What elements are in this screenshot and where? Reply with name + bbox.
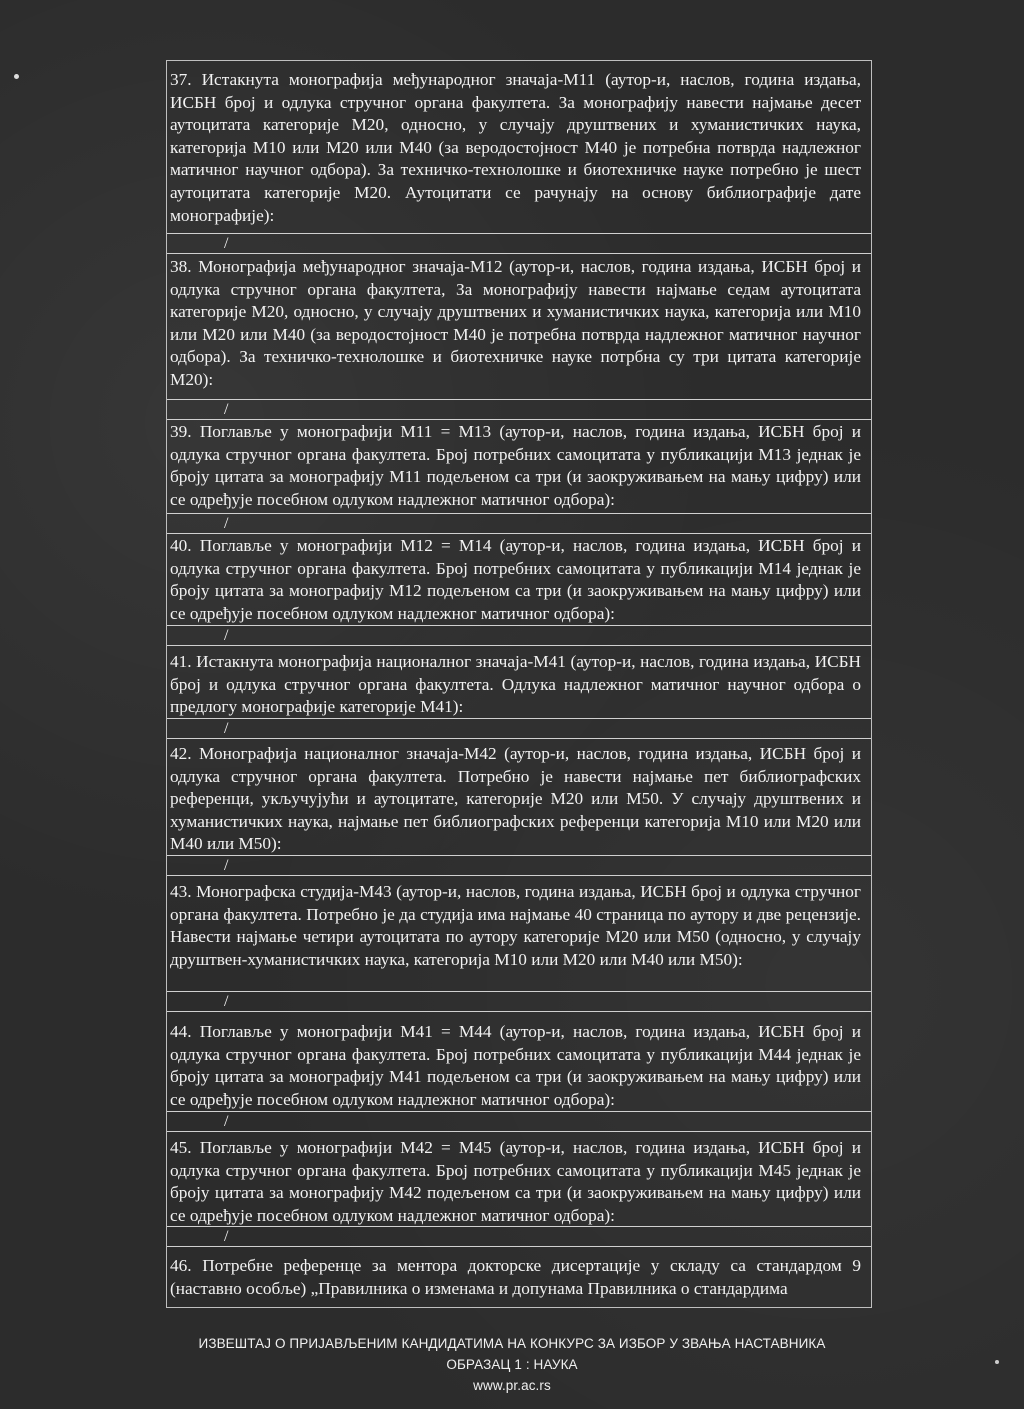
item-39-text-block [167,421,871,511]
answer-row-37[interactable] [167,233,871,254]
item-42-text-block [167,743,871,856]
answer-value: / [224,515,229,532]
item-description: Монографија међународног значаја-М12 (аутор-и, наслов, година издања, ИСБН број и одлука стручног органа факултета, За монографију навести најмање седам аутоцитата категорије М20, односно, у случају друштвених и хуманистичких наука, категорија или М10 или М20 или М40 (за веродостојност М40 је потребна потврда надлежног матичног научног одбора). За техничко-технолошке и биотехничке науке потрбна су три цитата категорије М20): [170,257,862,389]
item-number: 40. [170,536,192,555]
item-44-text-block [167,1021,871,1111]
scan-bullet-mark [14,74,19,79]
answer-value: / [224,993,229,1010]
footer-website: www.pr.ac.rs [473,1378,551,1393]
answer-value: / [224,720,229,737]
item-number: 39. [170,422,192,441]
answer-row-41[interactable] [167,718,871,739]
form-item-46 [167,1255,871,1307]
answer-value: / [224,627,229,644]
form-item-43 [167,881,871,1001]
item-number: 46. [170,1256,192,1275]
item-description: Монографска студија-М43 (аутор-и, наслов, година издања, ИСБН број и одлука стручног органа факултета. Потребно је да студија има најмање 40 страница по аутору и две рецензије. Навести најмање четири аутоцитата по аутору категорије М20 или М50 (односно, у случају друштвен-хуманистичких наука, категорија М10 или М20 или М40 или М50): [170,882,861,969]
footer-form-label: ОБРАЗАЦ 1 : НАУКА [446,1357,578,1372]
item-description: Поглавље у монографији М42 = М45 (аутор-и, наслов, година издања, ИСБН број и одлука стручног органа факултета. Број потребних самоцитата у публикацији М45 једнак је броју цитата за монографију М42 подељеном са три (и заокруживањем на мању цифру) или се одређује посебном одлуком надлежног матичног одбора): [170,1138,862,1225]
answer-value: / [224,1113,229,1130]
form-item-45 [167,1137,871,1237]
item-40-text-block [167,535,871,625]
answer-value: / [224,235,229,252]
answer-row-42[interactable] [167,855,871,876]
item-description: Поглавље у монографији М41 = М44 (аутор-и, наслов, година издања, ИСБН број и одлука стручног органа факултета. Број потребних самоцитата у публикацији М44 једнак је броју цитата за монографију М41 подељеном са три (и заокруживањем на мању цифру) или се одређује посебном одлуком надлежног матичног одбора): [170,1022,862,1109]
form-item-37 [167,69,871,251]
answer-row-39[interactable] [167,513,871,534]
answer-row-43[interactable] [167,991,871,1012]
answer-value: / [224,401,229,418]
item-38-text-block [167,256,871,392]
item-description: Поглавље у монографији М11 = М13 (аутор-и, наслов, година издања, ИСБН број и одлука стручног органа факултета. Број потребних самоцитата у публикацији М13 једнак је броју цитата за монографију М11 подељеном са три (и заокруживањем на мању цифру) или се одређује посебном одлуком надлежног матичног одбора): [170,422,861,509]
item-37-text-block [167,69,871,227]
item-description: Поглавље у монографији М12 = М14 (аутор-и, наслов, година издања, ИСБН број и одлука стручног органа факултета. Број потребних самоцитата у публикацији М14 једнак је броју цитата за монографију М12 подељеном са три (и заокруживањем на мању цифру) или се одређује посебном одлуком надлежног матичног одбора): [170,536,862,623]
form-item-44 [167,1021,871,1121]
item-description: Потребне референце за ментора докторске дисертације у складу са стандардом 9 (наставно особље) „Правилника о изменама и допунама Правилника о стандардима [170,1256,862,1298]
item-46-text-block [167,1255,871,1300]
item-number: 38. [170,257,192,276]
item-number: 42. [170,744,192,763]
report-form-table [166,60,872,1308]
answer-row-45[interactable] [167,1226,871,1247]
answer-value: / [224,1228,229,1245]
item-number: 45. [170,1138,192,1157]
item-number: 44. [170,1022,192,1041]
item-41-text-block [167,651,871,719]
form-item-39 [167,421,871,521]
form-item-38 [167,256,871,416]
item-number: 37. [170,70,192,89]
answer-value: / [224,857,229,874]
item-description: Монографија националног значаја-М42 (аутор-и, наслов, година издања, ИСБН број и одлука стручног органа факултета. Потребно је навести најмање пет библиографских референци, укључујући и аутоцитате, категорије М20 или М50. У случају друштвених и хуманистичких наука, најмање пет библиографских референци категорија М10 или М20 или М40 или М50): [170,744,861,854]
answer-row-38[interactable] [167,399,871,420]
item-number: 41. [170,652,192,671]
item-number: 43. [170,882,192,901]
item-description: Истакнута монографија националног значаја-М41 (аутор-и, наслов, година издања, ИСБН број и одлука стручног органа факултета. Одлука надлежног матичног научног одбора о предлогу монографије категорије М41): [170,652,861,717]
item-45-text-block [167,1137,871,1227]
footer-report-title: ИЗВЕШТАЈ О ПРИЈАВЉЕНИМ КАНДИДАТИМА НА КОНКУРС ЗА ИЗБОР У ЗВАЊА НАСТАВНИКА [198,1336,826,1351]
form-item-42 [167,743,871,861]
answer-row-44[interactable] [167,1111,871,1132]
answer-row-40[interactable] [167,625,871,646]
form-item-40 [167,535,871,635]
item-description: Истакнута монографија међународног значаја-М11 (аутор-и, наслов, година издања, ИСБН број и одлука стручног органа факултета. За монографију навести најмање десет аутоцитата категорије М20, односно, у случају друштвених и хуманистичких наука, категорија М10 или М20 или М40 (за веродостојност М40 је потребна потврда надлежног матичног научног одбора). За техничко-технолошке и биотехничке науке потребно је шест аутоцитата категорије М20. Аутоцитати се рачунају на основу библиографије дате монографије): [170,70,861,225]
item-43-text-block [167,881,871,971]
